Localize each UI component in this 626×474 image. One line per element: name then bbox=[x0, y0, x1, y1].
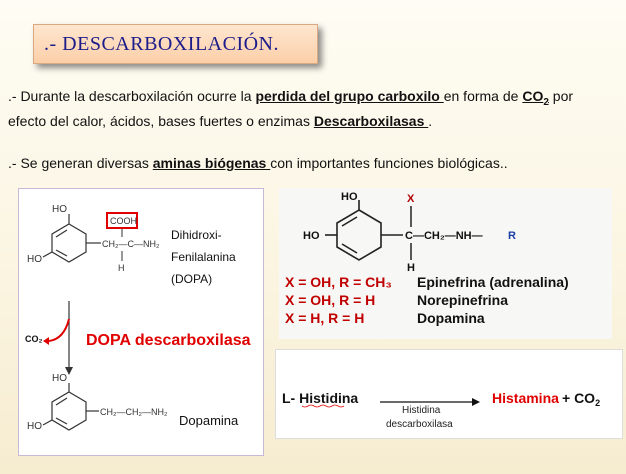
histamine-reaction bbox=[275, 349, 623, 439]
dopa-chain: CH₂—C—NH₂ bbox=[102, 239, 160, 249]
amines-h: H bbox=[407, 262, 415, 274]
slide-title: .- DESCARBOXILACIÓN. bbox=[44, 32, 279, 55]
dopa-diagram bbox=[19, 189, 263, 455]
catechol-ring bbox=[325, 200, 403, 260]
amines-ho-1: HO bbox=[341, 191, 358, 203]
bullet2-suffix: con importantes funciones biológicas.. bbox=[270, 155, 508, 171]
dopamine-ho-1: HO bbox=[52, 373, 67, 384]
histidine-label: L- Histidina bbox=[282, 390, 359, 406]
amine-name-norepinefrina: Norepinefrina bbox=[417, 292, 509, 308]
catecholamines-diagram bbox=[279, 188, 612, 339]
bullet1-highlight-enzymes: Descarboxilasas bbox=[313, 112, 429, 129]
bullet1-mid2: por efecto del calor, ácidos, bases fuertes o enzimas bbox=[8, 88, 574, 129]
dopa-name-line3: (DOPA) bbox=[171, 272, 213, 286]
amines-chain: C—CH₂—NH— bbox=[405, 230, 483, 242]
amine-cond-3: X = H, R = H bbox=[285, 310, 365, 326]
dopa-h: H bbox=[118, 263, 125, 273]
bullet1-suffix: . bbox=[428, 112, 433, 129]
dopa-name-line1: Dihidroxi- bbox=[171, 228, 222, 242]
dopa-cooh: COOH bbox=[110, 216, 137, 226]
bullet1-prefix: .- Durante la descarboxilación ocurre la bbox=[8, 88, 256, 104]
bullet2-prefix: .- Se generan diversas bbox=[8, 155, 153, 171]
dopa-ring bbox=[43, 214, 101, 262]
dopamine-label: Dopamina bbox=[179, 413, 239, 428]
dopa-decarboxylase-label: DOPA descarboxilasa bbox=[86, 332, 251, 349]
histamine-diagram bbox=[276, 350, 622, 438]
amines-x: X bbox=[407, 193, 415, 205]
catecholamines-figure bbox=[279, 188, 612, 339]
bullet-decarboxylation bbox=[8, 87, 613, 130]
bullet1-co2: $CO_2$ bbox=[522, 88, 549, 108]
bullet-biogenic-amines bbox=[8, 154, 613, 172]
co2-release-arrow bbox=[49, 319, 69, 341]
histamine-co2: + $CO_2$ bbox=[562, 390, 601, 408]
amines-ho-2: HO bbox=[303, 230, 320, 242]
bullet2-highlight: aminas biógenas bbox=[152, 155, 271, 171]
amine-name-epinefrina: Epinefrina (adrenalina) bbox=[417, 274, 569, 290]
co2-label: CO₂ bbox=[25, 334, 43, 344]
histidine-decarboxylase-line2: descarboxilasa bbox=[386, 419, 453, 430]
amine-cond-2: X = OH, R = H bbox=[285, 292, 376, 308]
bullet1-mid1: en forma de bbox=[443, 88, 523, 104]
dopa-decarboxylation-figure bbox=[18, 188, 264, 456]
histidine-decarboxylase-line1: Histidina bbox=[402, 405, 441, 416]
dopamine-ho-2: HO bbox=[27, 421, 42, 432]
dopamine-ring bbox=[43, 383, 99, 430]
bullet1-highlight-carboxyl: perdida del grupo carboxilo bbox=[255, 88, 444, 104]
amines-r: R bbox=[508, 230, 516, 242]
title-box bbox=[33, 24, 318, 64]
dopamine-chain: CH₂—CH₂—NH₂ bbox=[100, 407, 168, 417]
dopa-name-line2: Fenilalanina bbox=[171, 250, 236, 264]
amine-cond-1: X = OH, R = CH₃ bbox=[285, 274, 392, 290]
amine-name-dopamina: Dopamina bbox=[417, 310, 485, 326]
histamine-label: Histamina bbox=[492, 390, 559, 406]
dopa-ho-2: HO bbox=[27, 254, 42, 265]
dopa-ho-1: HO bbox=[52, 204, 67, 215]
